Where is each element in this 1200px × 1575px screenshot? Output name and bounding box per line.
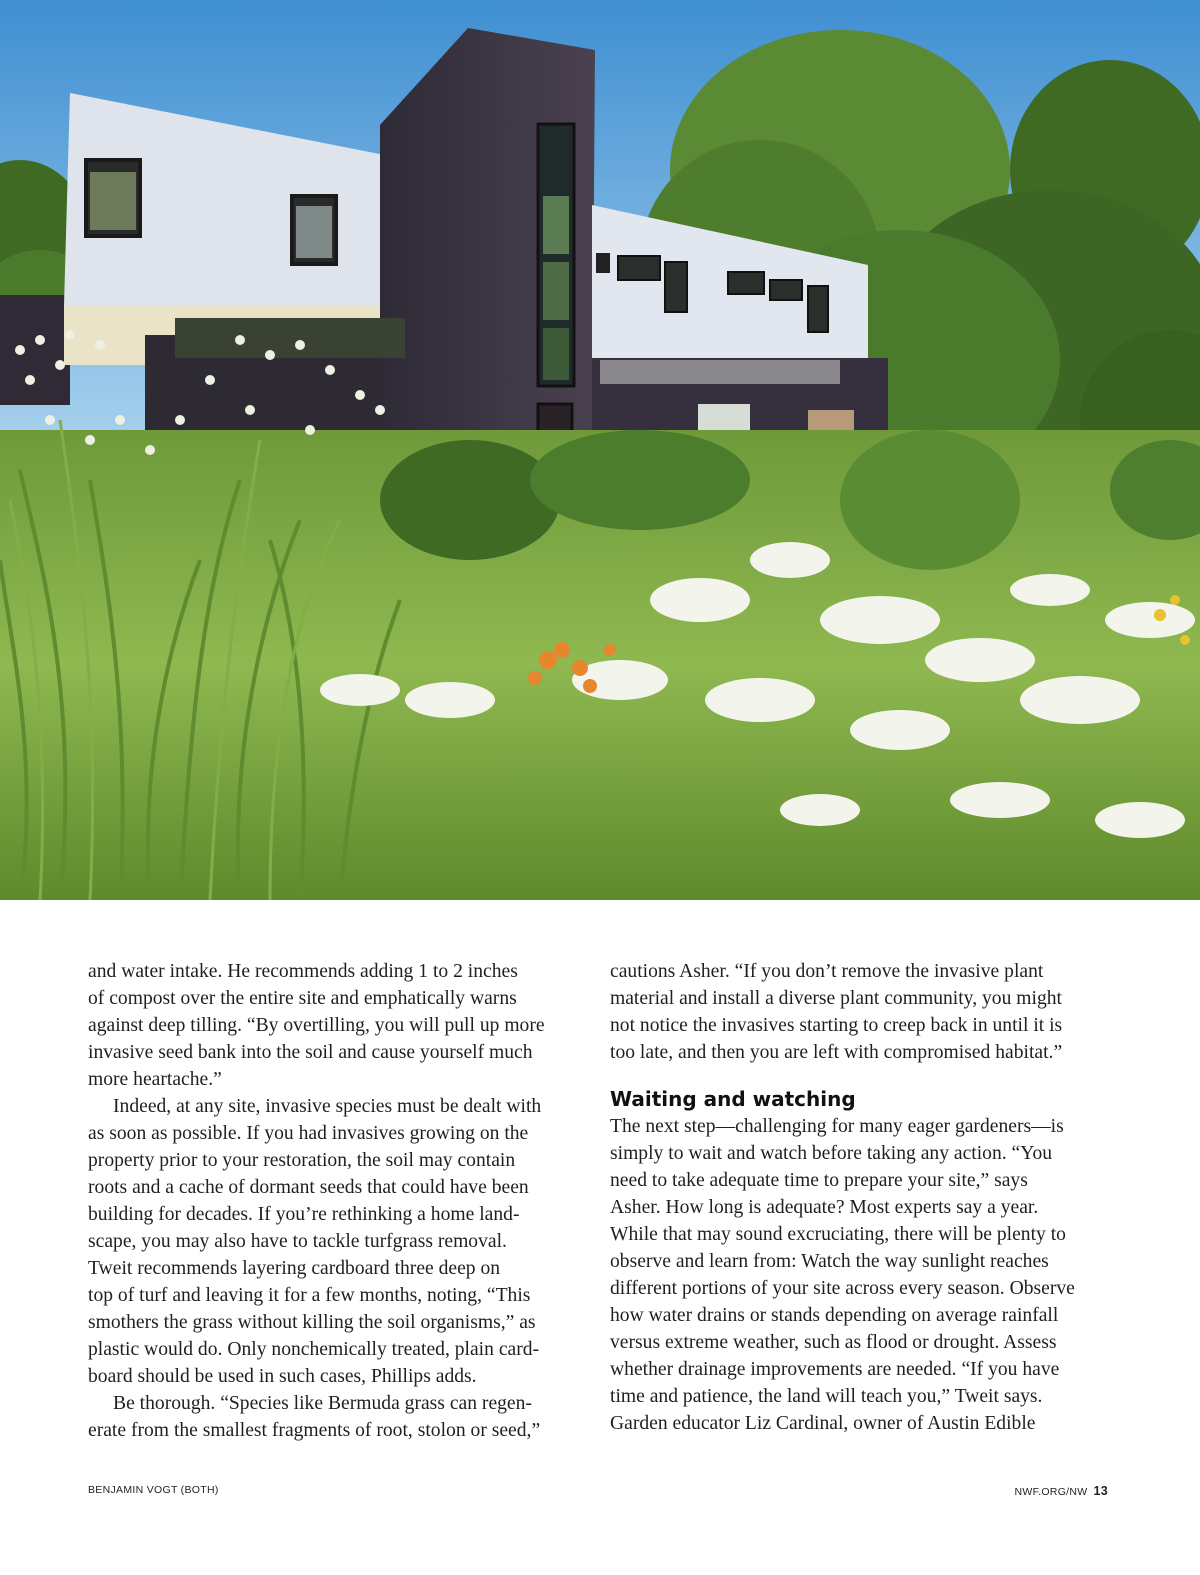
site-url: NWF.ORG/NW xyxy=(1014,1486,1088,1498)
article-column-right xyxy=(610,958,1110,1437)
section-subheading: Waiting and watching xyxy=(610,1087,856,1111)
photo-credit: BENJAMIN VOGT (BOTH) xyxy=(88,1484,219,1496)
low-wall xyxy=(0,295,70,405)
paragraph: and water intake. He recommends adding 1 to 2 inches of compost over the entire site and emphatically warns against deep tilling. “By overtilling, you will pull up more invasive seed bank into the soil and cause yourself much more heartache.” xyxy=(88,961,545,1090)
folio xyxy=(1014,1484,1108,1498)
paragraph: cautions Asher. “If you don’t remove the invasive plant material and install a diverse plant community, you might not notice the invasives starting to creep back in until it is too late, and then you are left with compromised habitat.” xyxy=(610,961,1063,1063)
paragraph: Be thorough. “Species like Bermuda grass can regen- erate from the smallest fragments of root, stolon or seed,” xyxy=(88,1393,541,1441)
paragraph: The next step—challenging for many eager gardeners—is simply to wait and watch before taking any action. “You need to take adequate time to prepare your site,” says Asher. How long is adequate? Most experts say a year. While that may sound excruciating, there will be plenty to observe and learn from: Watch the way sunlight reaches different portions of your site across every season. Observe how water drains or stands depending on average rainfall versus extreme weather, such as flood or drought. Assess whether drainage improvements are needed. “If you have time and patience, the land will teach you,” Tweit says. Garden educator Liz Cardinal, owner of Austin Edible xyxy=(610,1116,1075,1434)
article-column-left xyxy=(88,958,574,1444)
page-number: 13 xyxy=(1093,1484,1108,1498)
paragraph: Indeed, at any site, invasive species must be dealt with as soon as possible. If you had invasives growing on the property prior to your restoration, the soil may contain roots and a cache of dormant seeds that could have been building for decades. If you’re rethinking a home land- scape, you may also have to tackle turfgrass removal. Tweit recommends layering cardboard three deep on top of turf and leaving it for a few months, noting, “This smothers the grass without killing the soil organisms,” as plastic would do. Only nonchemically treated, plain card- board should be used in such cases, Phillips adds. xyxy=(88,1096,542,1387)
